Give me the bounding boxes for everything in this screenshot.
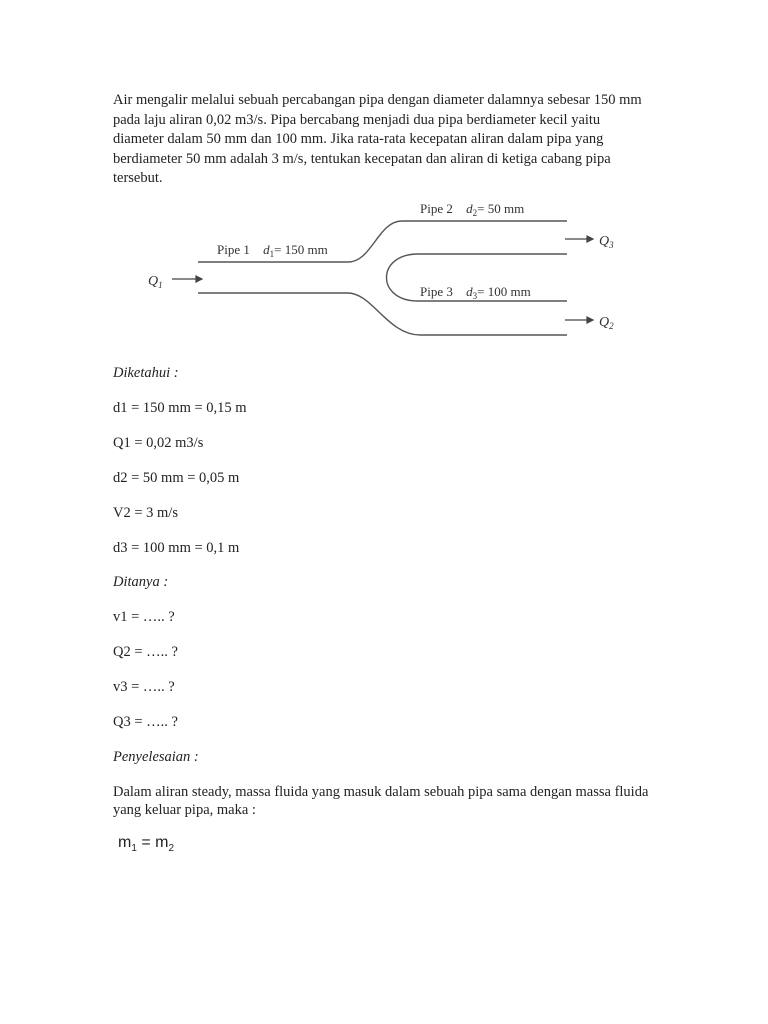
- asked-item: v1 = ….. ?: [113, 609, 175, 625]
- eq-right-sub: 2: [168, 843, 175, 855]
- pipe3-name: Pipe 3: [420, 284, 453, 299]
- asked-heading: Ditanya :: [113, 574, 169, 590]
- pipe3-d-value: = 100 mm: [477, 284, 531, 299]
- pipe1-bottom-wall: [198, 293, 567, 335]
- pipe2-name: Pipe 2: [420, 201, 453, 216]
- pipe3-d-symbol: d: [466, 284, 473, 299]
- q2-symbol: Q: [599, 315, 610, 330]
- q1-symbol: Q: [148, 274, 159, 289]
- mass-equation: [118, 834, 174, 854]
- pipe2-d-sub: 2: [472, 208, 478, 218]
- svg-text:Q1: [148, 274, 163, 290]
- eq-left-sub: 1: [131, 843, 137, 855]
- eq-op: =: [136, 834, 156, 851]
- q2-arrowhead: [587, 317, 593, 323]
- q1-arrowhead: [196, 276, 202, 282]
- q2-sub: 2: [609, 321, 614, 331]
- q3-sub: 3: [609, 240, 614, 250]
- known-item: V2 = 3 m/s: [113, 505, 178, 521]
- q3-symbol: Q: [599, 234, 610, 249]
- q1-sub: 1: [158, 280, 163, 290]
- q3-arrowhead: [587, 236, 593, 242]
- eq-right: m: [155, 834, 169, 851]
- known-item: d1 = 150 mm = 0,15 m: [113, 400, 247, 416]
- svg-text:Q3: [599, 234, 614, 250]
- asked-item: Q3 = ….. ?: [113, 714, 178, 730]
- eq-left: m: [118, 834, 132, 851]
- svg-text:Q2: [599, 315, 614, 331]
- asked-item: v3 = ….. ?: [113, 679, 175, 695]
- pipe1-top-wall: [198, 221, 567, 262]
- pipe2-d-value: = 50 mm: [477, 201, 525, 216]
- svg-text:Pipe 1 d1= 150 mm: [217, 242, 328, 259]
- svg-text:Pipe 3 d3= 100 mm: [420, 284, 531, 301]
- pipe3-d-sub: 3: [472, 291, 478, 301]
- problem-statement: Air mengalir melalui sebuah percabangan pipa dengan diameter dalamnya sebesar 150 mm pada laju aliran 0,02 m3/s. Pipa bercabang menjadi dua pipa berdiameter kecil yaitu diameter dalam 50 mm dan 100 mm. Jika rata-rata kecepatan aliran dalam pipa yang berdiameter 50 mm adalah 3 m/s, tentukan kecepatan dan aliran di ketiga cabang pipa tersebut.: [113, 92, 642, 186]
- known-heading: Diketahui :: [113, 365, 179, 381]
- pipe1-d-symbol: d: [263, 242, 270, 257]
- solution-paragraph: Dalam aliran steady, massa fluida yang masuk dalam sebuah pipa sama dengan massa fluida yang keluar pipa, maka :: [113, 784, 649, 818]
- pipe2-d-symbol: d: [466, 201, 473, 216]
- pipe1-d-value: = 150 mm: [274, 242, 328, 257]
- known-item: Q1 = 0,02 m3/s: [113, 435, 204, 451]
- known-item: d3 = 100 mm = 0,1 m: [113, 540, 240, 556]
- asked-item: Q2 = ….. ?: [113, 644, 178, 660]
- svg-text:Pipe 2 d2= 50 mm: [420, 201, 524, 218]
- pipe1-name: Pipe 1: [217, 242, 250, 257]
- pipe-branch-diagram: [140, 193, 630, 348]
- known-item: d2 = 50 mm = 0,05 m: [113, 470, 240, 486]
- solution-heading: Penyelesaian :: [113, 749, 199, 765]
- pipe1-d-sub: 1: [269, 249, 275, 259]
